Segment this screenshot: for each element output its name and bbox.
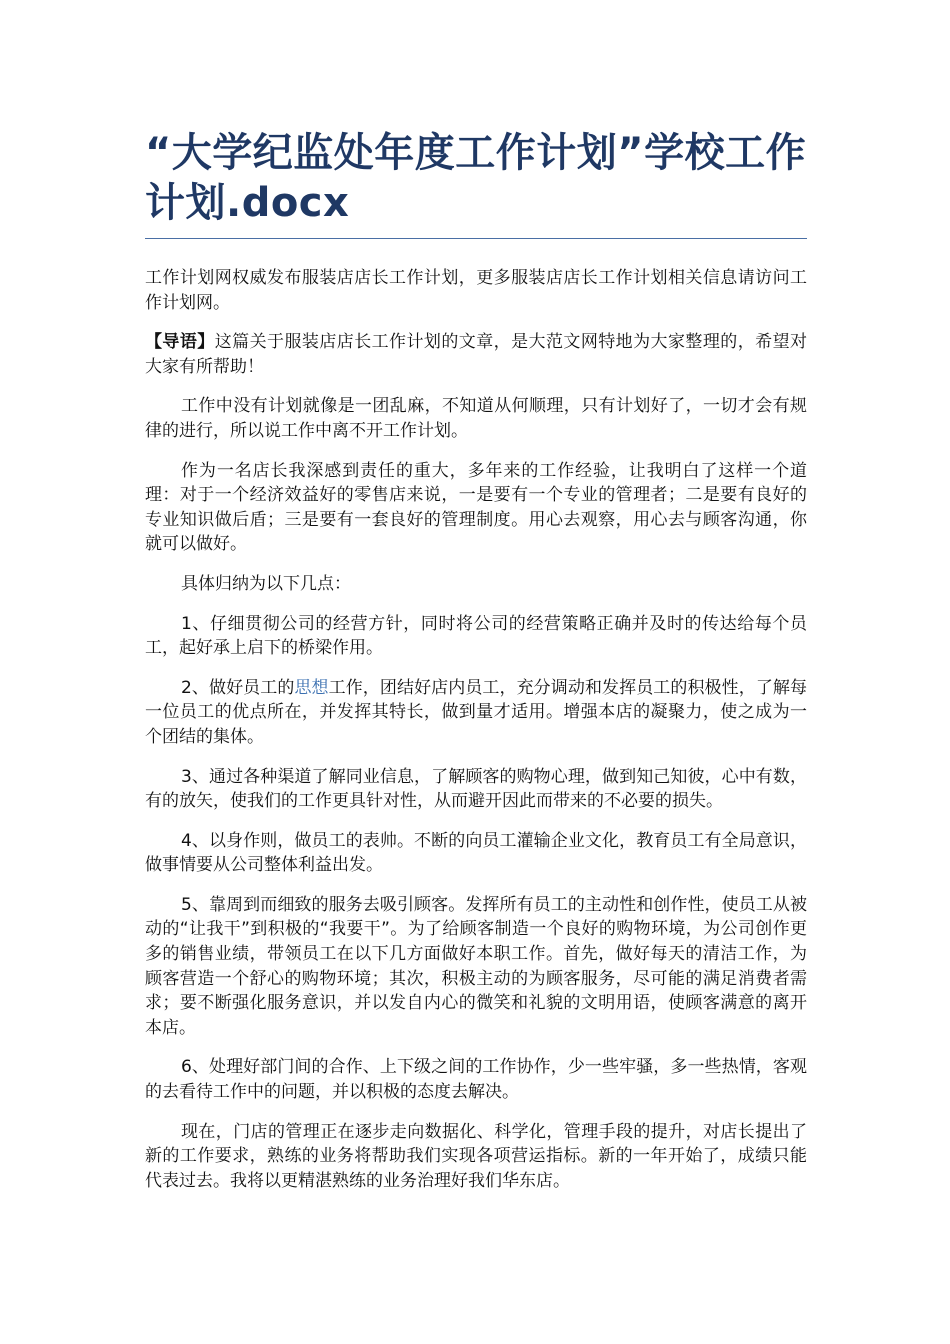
- list-item-2-start: 2、做好员工的: [181, 677, 295, 698]
- document-page: [145, 128, 807, 1208]
- paragraph-3: 具体归纳为以下几点：: [181, 573, 351, 594]
- paragraph-2: 作为一名店长我深感到责任的重大，多年来的工作经验，让我明白了这样一个道理：对于一个经济效益好的零售店来说，一是要有一个专业的管理者；二是要有良好的专业知识做后盾；三是要有一套良好的管理制度。用心去观察，用心去与顾客沟通，你就可以做好。: [145, 460, 807, 555]
- lead-label: 【导语】: [145, 332, 215, 353]
- lead-paragraph: [145, 330, 807, 379]
- paragraph-1: 工作中没有计划就像是一团乱麻，不知道从何顺理，只有计划好了，一切才会有规律的进行，所以说工作中离不开工作计划。: [145, 396, 807, 441]
- document-title: “大学纪监处年度工作计划”学校工作计划.docx: [145, 130, 807, 226]
- list-item-4: 4、以身作则，做员工的表帅。不断的向员工灌输企业文化，教育员工有全局意识，做事情要从公司整体利益出发。: [145, 830, 807, 876]
- list-item-2: [145, 676, 807, 750]
- intro-paragraph: 工作计划网权威发布服装店店长工作计划，更多服装店店长工作计划相关信息请访问工作计划网。: [145, 268, 807, 313]
- list-item-6: 6、处理好部门间的合作、上下级之间的工作协作，少一些牢骚，多一些热情，客观的去看待工作中的问题，并以积极的态度去解决。: [145, 1057, 807, 1103]
- title-divider: [145, 238, 807, 239]
- list-item-1: 1、仔细贯彻公司的经营方针，同时将公司的经营策略正确并及时的传达给每个员工，起好承上启下的桥梁作用。: [145, 613, 807, 659]
- list-item-2-end: 工作，团结好店内员工，充分调动和发挥员工的积极性，了解每一位员工的优点所在，并发挥其特长，做到量才适用。增强本店的凝聚力，使之成为一个团结的集体。: [145, 677, 808, 747]
- thought-link[interactable]: 思想: [294, 677, 329, 698]
- list-item-5: 5、靠周到而细致的服务去吸引顾客。发挥所有员工的主动性和创作性，使员工从被动的“让我干”到积极的“我要干”。为了给顾客制造一个良好的购物环境，为公司创作更多的销售业绩，带领员工在以下几方面做好本职工作。首先，做好每天的清洁工作，为顾客营造一个舒心的购物环境；其次，积极主动的为顾客服务，尽可能的满足消费者需求；要不断强化服务意识，并以发自内心的微笑和礼貌的文明用语，使顾客满意的离开本店。: [145, 894, 807, 1038]
- lead-text: 这篇关于服装店店长工作计划的文章，是大范文网特地为大家整理的，希望对大家有所帮助！: [145, 332, 808, 377]
- closing-paragraph: 现在，门店的管理正在逐步走向数据化、科学化，管理手段的提升，对店长提出了新的工作要求，熟练的业务将帮助我们实现各项营运指标。新的一年开始了，成绩只能代表过去。我将以更精湛熟练的业务治理好我们华东店。: [145, 1121, 807, 1191]
- list-item-3: 3、通过各种渠道了解同业信息，了解顾客的购物心理，做到知己知彼，心中有数，有的放矢，使我们的工作更具针对性，从而避开因此而带来的不必要的损失。: [145, 766, 807, 812]
